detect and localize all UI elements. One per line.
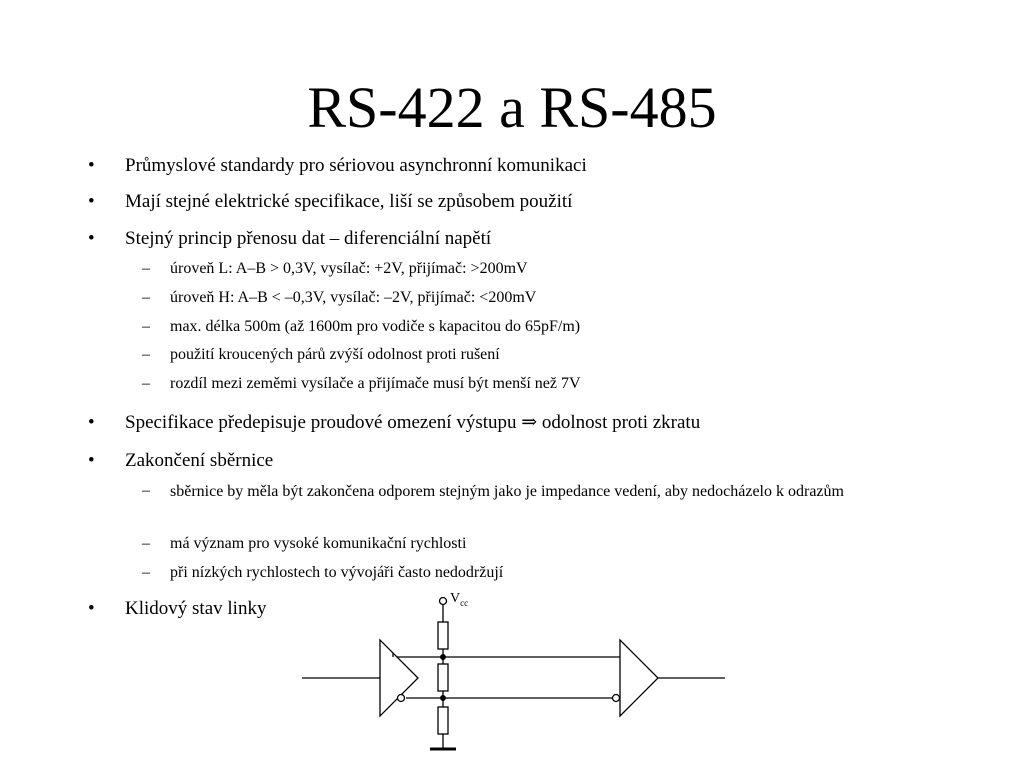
sub-item-text: má význam pro vysoké komunikační rychlosti [170,535,467,552]
bullet-marker: • [88,191,95,212]
driver-triangle [380,640,418,716]
slide-title: RS-422 a RS-485 [307,75,717,140]
dash-marker: – [142,482,150,499]
dash-marker: – [142,375,150,392]
sub-item-text: úroveň H: A–B < –0,3V, vysílač: –2V, přijímač: <200mV [170,289,537,306]
bullet-text: Zakončení sběrnice [125,450,274,471]
bullet-text: Specifikace předepisuje proudové omezení výstupu ⇒ odolnost proti zkratu [125,412,701,433]
pull-down-resistor [438,707,448,734]
dash-marker: – [142,260,150,277]
bullet-marker: • [88,598,95,619]
bullet-text: Průmyslové standardy pro sériovou asynchronní komunikaci [125,155,587,176]
sub-item-text: sběrnice by měla být zakončena odporem stejným jako je impedance vedení, aby nedocházelo k odrazům [170,483,844,500]
receiver-inverted-input [613,695,620,702]
sub-item-text: při nízkých rychlostech to vývojáři často nedodržují [170,564,504,581]
sub-item-text: rozdíl mezi zeměmi vysílače a přijímače musí být menší než 7V [170,375,581,392]
bullet-marker: • [88,228,95,249]
dash-marker: – [142,535,150,552]
dash-marker: – [142,289,150,306]
bullet-text: Klidový stav linky [125,598,267,619]
sub-item-text: použití kroucených párů zvýší odolnost proti rušení [170,346,500,363]
dash-marker: – [142,564,150,581]
sub-item-text: max. délka 500m (až 1600m pro vodiče s kapacitou do 65pF/m) [170,318,581,335]
termination-resistor [438,664,448,691]
vcc-terminal [440,598,447,605]
bullet-marker: • [88,450,95,471]
pull-up-resistor [438,622,448,649]
bullet-text: Stejný princip přenosu dat – diferenciální napětí [125,228,492,249]
vcc-label: $V_{cc}$ [450,591,469,608]
driver-inverted-output [398,695,405,702]
bullet-marker: • [88,155,95,176]
junction-dot [441,696,446,701]
dash-marker: – [142,346,150,363]
receiver-triangle [620,640,658,716]
junction-dot [441,655,446,660]
bullet-marker: • [88,412,95,433]
bullet-text: Mají stejné elektrické specifikace, liší se způsobem použití [125,191,573,212]
dash-marker: – [142,318,150,335]
sub-item-text: úroveň L: A–B > 0,3V, vysílač: +2V, přijímač: >200mV [170,260,528,277]
